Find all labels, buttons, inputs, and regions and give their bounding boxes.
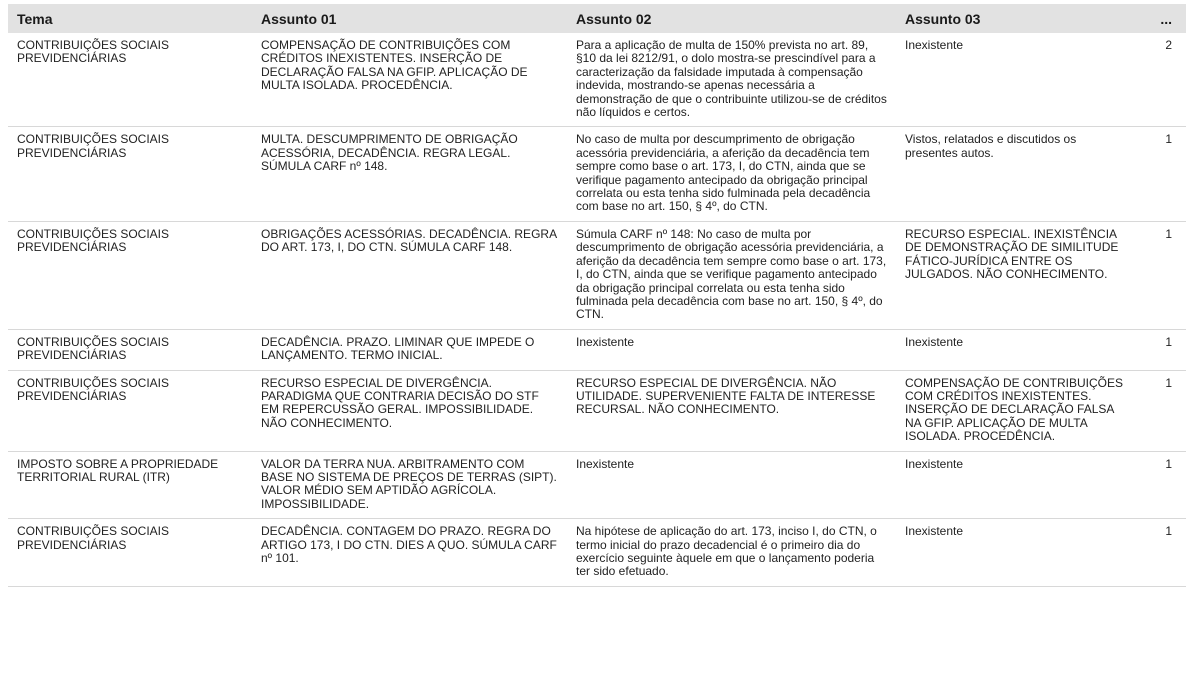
table-row[interactable] (8, 451, 1186, 519)
cell-assunto-01: OBRIGAÇÕES ACESSÓRIAS. DECADÊNCIA. REGRA DO ART. 173, I, DO CTN. SÚMULA CARF 148. (252, 221, 567, 329)
cell-tema: CONTRIBUIÇÕES SOCIAIS PREVIDENCIÁRIAS (8, 329, 252, 370)
table-row[interactable] (8, 127, 1186, 221)
table-row[interactable] (8, 370, 1186, 451)
table-header (8, 4, 1186, 33)
table-row[interactable] (8, 519, 1186, 587)
column-header-assunto-02[interactable]: Assunto 02 (567, 4, 896, 33)
cell-assunto-01: DECADÊNCIA. PRAZO. LIMINAR QUE IMPEDE O LANÇAMENTO. TERMO INICIAL. (252, 329, 567, 370)
column-header-assunto-01[interactable]: Assunto 01 (252, 4, 567, 33)
cell-assunto-03: Inexistente (896, 451, 1134, 519)
table-row[interactable] (8, 221, 1186, 329)
cell-tema: IMPOSTO SOBRE A PROPRIEDADE TERRITORIAL RURAL (ITR) (8, 451, 252, 519)
cell-assunto-03: Inexistente (896, 329, 1134, 370)
cell-tema: CONTRIBUIÇÕES SOCIAIS PREVIDENCIÁRIAS (8, 33, 252, 127)
cell-assunto-02: Na hipótese de aplicação do art. 173, inciso I, do CTN, o termo inicial do prazo decadencial é o primeiro dia do exercício seguinte àquele em que o lançamento poderia ter sido efetuado. (567, 519, 896, 587)
table-row[interactable] (8, 33, 1186, 127)
cell-count: 2 (1134, 33, 1186, 127)
cell-count: 1 (1134, 370, 1186, 451)
cell-assunto-02: Inexistente (567, 329, 896, 370)
cell-assunto-01: VALOR DA TERRA NUA. ARBITRAMENTO COM BASE NO SISTEMA DE PREÇOS DE TERRAS (SIPT). VALOR MÉDIO SEM APTIDÃO AGRÍCOLA. IMPOSSIBILIDADE. (252, 451, 567, 519)
cell-assunto-02: No caso de multa por descumprimento de obrigação acessória previdenciária, a aferição da decadência tem sempre como base o art. 173, I, do CTN, ainda que se verifique pagamento antecipado da obrigação principal correlata ou esta tenha sido fulminada pela decadência com base no art. 150, § 4º, do CTN. (567, 127, 896, 221)
cell-assunto-02: RECURSO ESPECIAL DE DIVERGÊNCIA. NÃO UTILIDADE. SUPERVENIENTE FALTA DE INTERESSE RECURSAL. NÃO CONHECIMENTO. (567, 370, 896, 451)
cell-assunto-03: Inexistente (896, 519, 1134, 587)
cell-count: 1 (1134, 127, 1186, 221)
cell-assunto-03: Vistos, relatados e discutidos os presentes autos. (896, 127, 1134, 221)
cell-count: 1 (1134, 519, 1186, 587)
cell-tema: CONTRIBUIÇÕES SOCIAIS PREVIDENCIÁRIAS (8, 519, 252, 587)
results-table-container (8, 4, 1186, 587)
table-row[interactable] (8, 329, 1186, 370)
cell-assunto-02: Súmula CARF nº 148: No caso de multa por descumprimento de obrigação acessória previdenciária, a aferição da decadência tem sempre como base o art. 173, I, do CTN, ainda que se verifique pagamento antecipado da obrigação principal correlata ou esta tenha sido fulminada pela decadência com base no art. 150, § 4º, do CTN. (567, 221, 896, 329)
cell-assunto-02: Para a aplicação de multa de 150% prevista no art. 89, §10 da lei 8212/91, o dolo mostra-se prescindível para a caracterização da falsidade imputada à compensação indevida, mostrando-se apenas necessária a demonstração de que o contribuinte utilizou-se de créditos não líquidos e certos. (567, 33, 896, 127)
cell-count: 1 (1134, 329, 1186, 370)
cell-tema: CONTRIBUIÇÕES SOCIAIS PREVIDENCIÁRIAS (8, 221, 252, 329)
column-header-tema[interactable]: Tema (8, 4, 252, 33)
cell-assunto-03: COMPENSAÇÃO DE CONTRIBUIÇÕES COM CRÉDITOS INEXISTENTES. INSERÇÃO DE DECLARAÇÃO FALSA NA GFIP. APLICAÇÃO DE MULTA ISOLADA. PROCEDÊNCIA. (896, 370, 1134, 451)
cell-assunto-03: RECURSO ESPECIAL. INEXISTÊNCIA DE DEMONSTRAÇÃO DE SIMILITUDE FÁTICO-JURÍDICA ENTRE OS JULGADOS. NÃO CONHECIMENTO. (896, 221, 1134, 329)
cell-tema: CONTRIBUIÇÕES SOCIAIS PREVIDENCIÁRIAS (8, 370, 252, 451)
column-header-more[interactable]: ... (1134, 4, 1186, 33)
cell-count: 1 (1134, 451, 1186, 519)
cell-assunto-01: MULTA. DESCUMPRIMENTO DE OBRIGAÇÃO ACESSÓRIA, DECADÊNCIA. REGRA LEGAL. SÚMULA CARF nº 148. (252, 127, 567, 221)
header-row (8, 4, 1186, 33)
cell-assunto-01: DECADÊNCIA. CONTAGEM DO PRAZO. REGRA DO ARTIGO 173, I DO CTN. DIES A QUO. SÚMULA CARF nº 101. (252, 519, 567, 587)
cell-assunto-03: Inexistente (896, 33, 1134, 127)
column-header-assunto-03[interactable]: Assunto 03 (896, 4, 1134, 33)
table-body (8, 33, 1186, 586)
cell-tema: CONTRIBUIÇÕES SOCIAIS PREVIDENCIÁRIAS (8, 127, 252, 221)
results-table (8, 4, 1186, 587)
cell-count: 1 (1134, 221, 1186, 329)
cell-assunto-01: RECURSO ESPECIAL DE DIVERGÊNCIA. PARADIGMA QUE CONTRARIA DECISÃO DO STF EM REPERCUSSÃO GERAL. IMPOSSIBILIDADE. NÃO CONHECIMENTO. (252, 370, 567, 451)
cell-assunto-02: Inexistente (567, 451, 896, 519)
cell-assunto-01: COMPENSAÇÃO DE CONTRIBUIÇÕES COM CRÉDITOS INEXISTENTES. INSERÇÃO DE DECLARAÇÃO FALSA NA GFIP. APLICAÇÃO DE MULTA ISOLADA. PROCEDÊNCIA. (252, 33, 567, 127)
